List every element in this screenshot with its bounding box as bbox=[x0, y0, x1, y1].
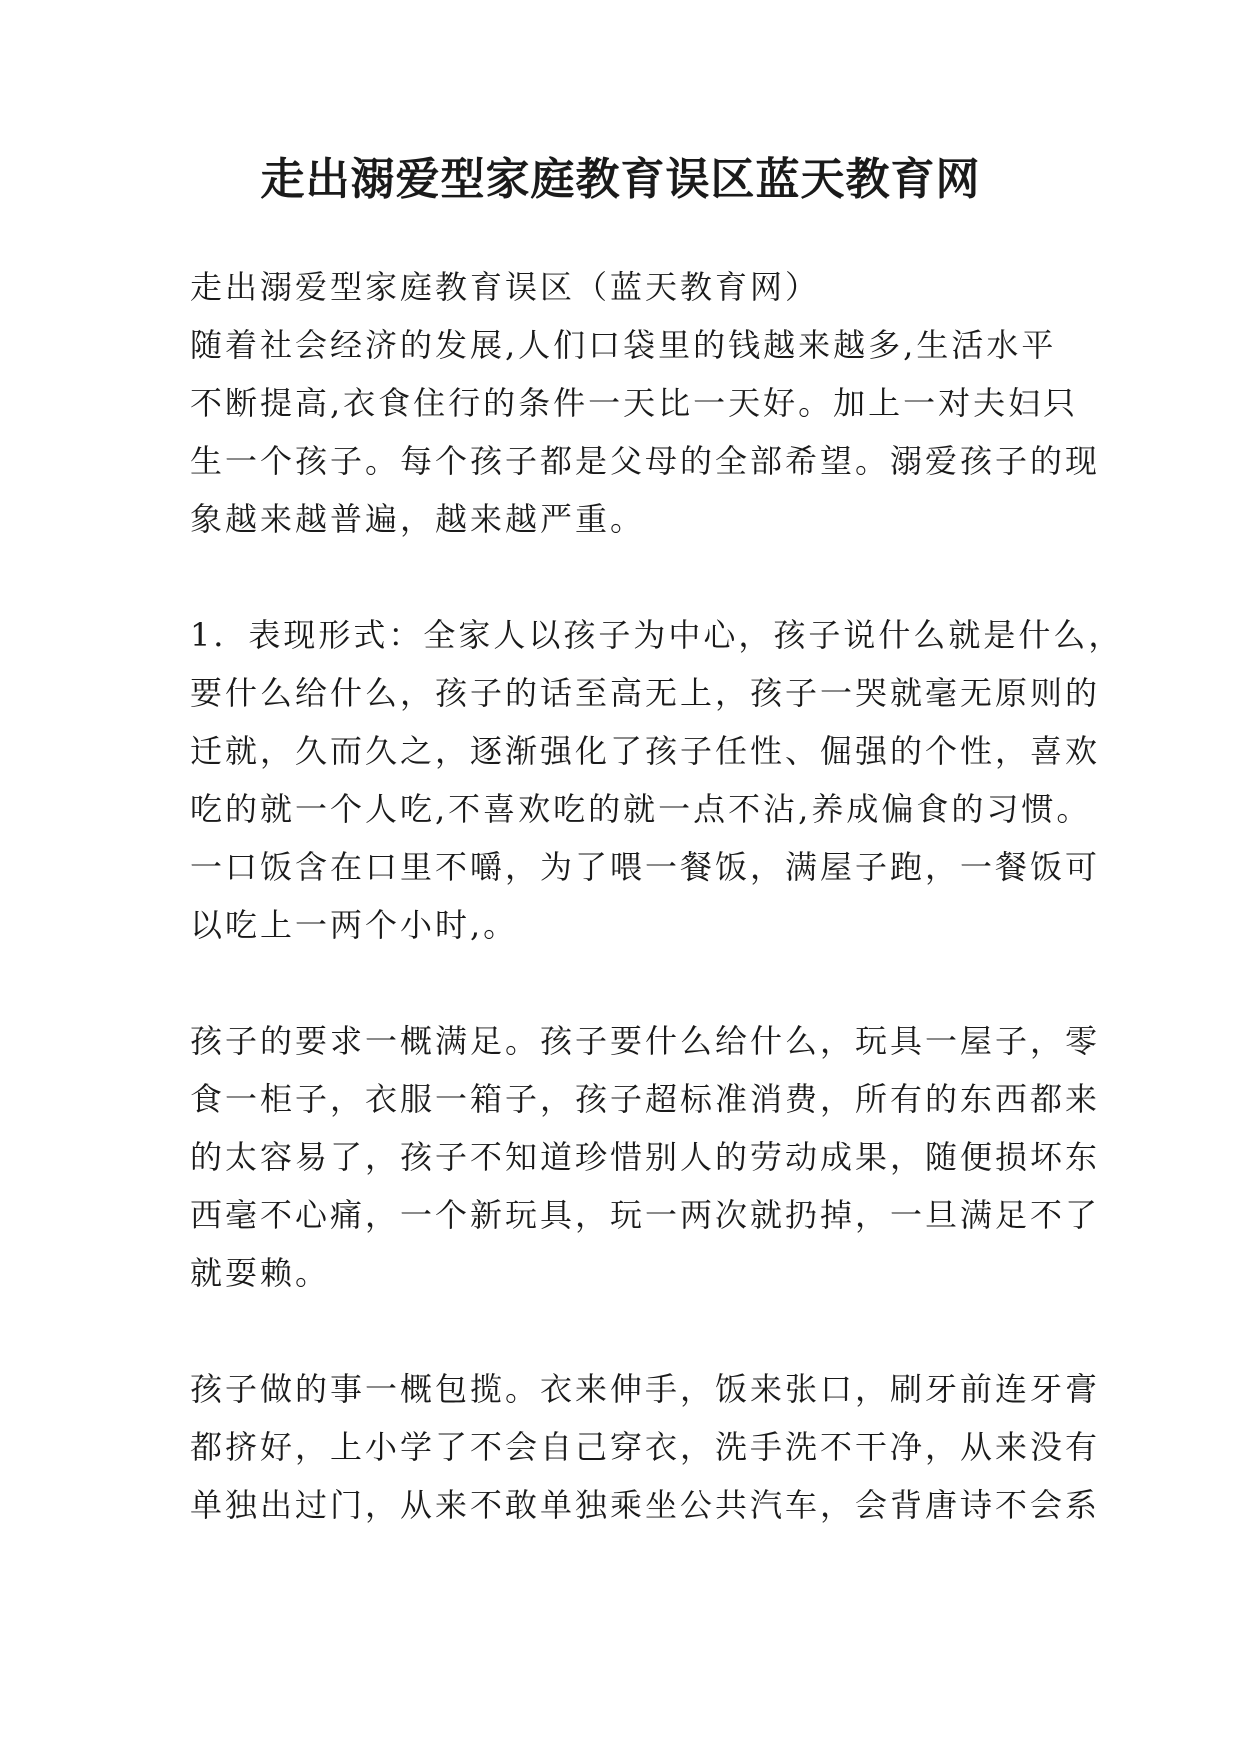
paragraph-line: 的太容易了，孩子不知道珍惜别人的劳动成果，随便损坏东 bbox=[190, 1138, 1101, 1176]
document-body bbox=[190, 258, 1124, 1534]
paragraph-line: 随着社会经济的发展,人们口袋里的钱越来越多,生活水平 bbox=[190, 326, 1057, 364]
paragraph-line: 吃的就一个人吃,不喜欢吃的就一点不沾,养成偏食的习惯。 bbox=[190, 790, 1092, 828]
paragraph-line: 孩子做的事一概包揽。衣来伸手，饭来张口，刷牙前连牙膏 bbox=[190, 1370, 1101, 1408]
paragraph-spacer bbox=[190, 548, 1070, 606]
paragraph-line: 生一个孩子。每个孩子都是父母的全部希望。溺爱孩子的现 bbox=[190, 442, 1101, 480]
paragraph-line: 以吃上一两个小时,。 bbox=[190, 906, 519, 944]
paragraph-line: 西毫不心痛，一个新玩具，玩一两次就扔掉，一旦满足不了 bbox=[190, 1196, 1101, 1234]
section-3-paragraph bbox=[190, 1360, 1101, 1534]
paragraph-line: 迁就，久而久之，逐渐强化了孩子任性、倔强的个性，喜欢 bbox=[190, 732, 1101, 770]
paragraph-line: 食一柜子，衣服一箱子，孩子超标准消费，所有的东西都来 bbox=[190, 1080, 1101, 1118]
paragraph-spacer bbox=[190, 954, 1070, 1012]
paragraph-line: 象越来越普遍，越来越严重。 bbox=[190, 500, 646, 538]
paragraph-line: 一口饭含在口里不嚼，为了喂一餐饭，满屋子跑，一餐饭可 bbox=[190, 848, 1101, 886]
intro-subtitle: 走出溺爱型家庭教育误区（蓝天教育网） bbox=[190, 268, 821, 306]
paragraph-line: 1．表现形式：全家人以孩子为中心，孩子说什么就是什么， bbox=[190, 616, 1124, 654]
section-1-paragraph bbox=[190, 606, 1124, 954]
paragraph-line: 不断提高,衣食住行的条件一天比一天好。加上一对夫妇只 bbox=[190, 384, 1079, 422]
paragraph-line: 就耍赖。 bbox=[190, 1254, 331, 1292]
section-2-paragraph bbox=[190, 1012, 1101, 1302]
document-title: 走出溺爱型家庭教育误区蓝天教育网 bbox=[260, 154, 981, 205]
paragraph-line: 孩子的要求一概满足。孩子要什么给什么，玩具一屋子，零 bbox=[190, 1022, 1101, 1060]
paragraph-line: 单独出过门，从来不敢单独乘坐公共汽车，会背唐诗不会系 bbox=[190, 1486, 1101, 1524]
intro-paragraph bbox=[190, 258, 1101, 548]
paragraph-line: 都挤好，上小学了不会自己穿衣，洗手洗不干净，从来没有 bbox=[190, 1428, 1101, 1466]
paragraph-line: 要什么给什么，孩子的话至高无上，孩子一哭就毫无原则的 bbox=[190, 674, 1101, 712]
paragraph-spacer bbox=[190, 1302, 1070, 1360]
